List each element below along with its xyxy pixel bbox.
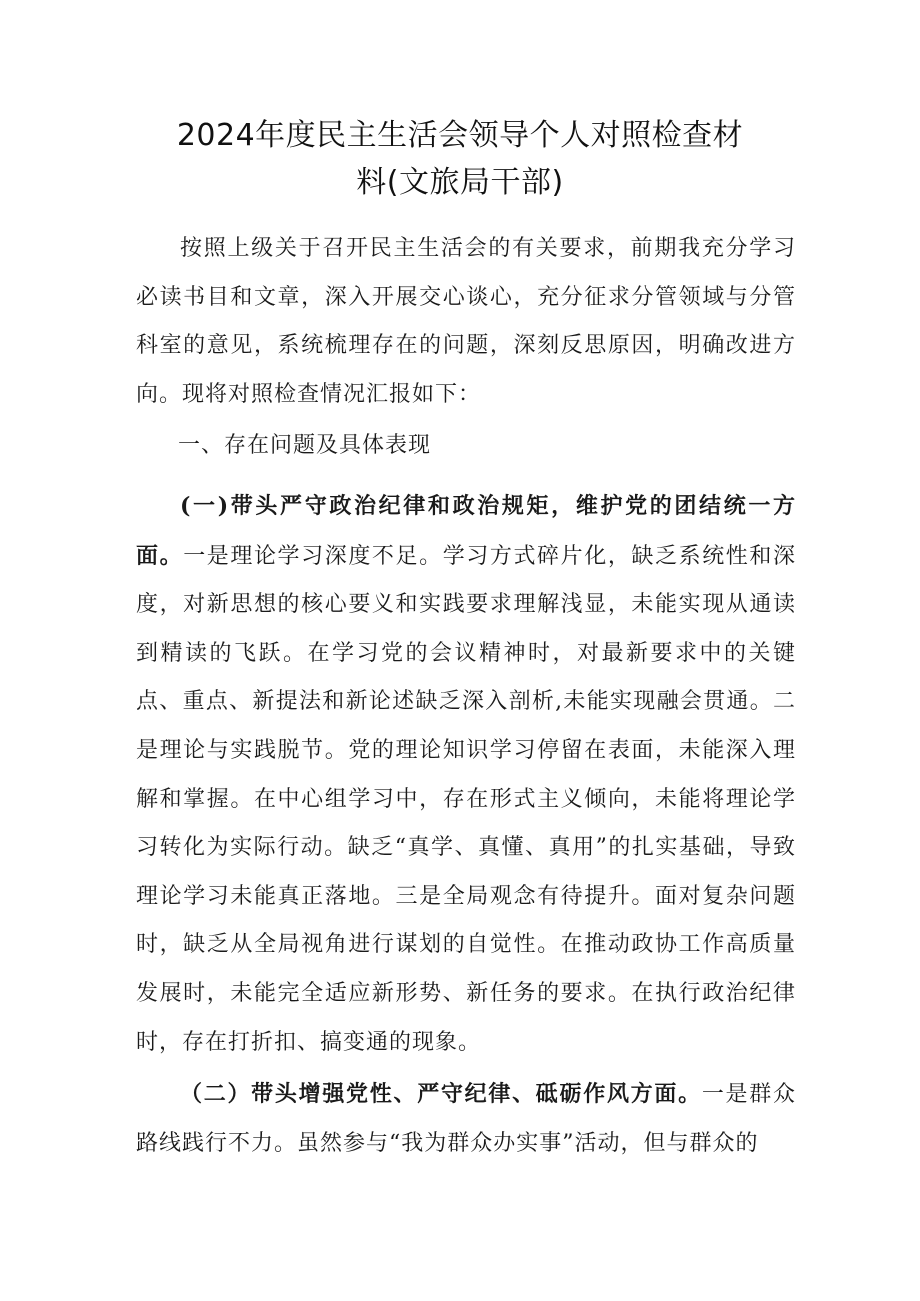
title-line-2: 料(文旅局干部) (356, 165, 564, 200)
title-line-1: 2024年度民主生活会领导个人对照检查材 (176, 118, 744, 153)
subsection-1 (136, 482, 796, 1067)
subsection-1-heading: (一)带头严守政治纪律和政治规矩，维护党的团结统一方面。 (136, 493, 796, 569)
intro-paragraph: 按照上级关于召开民主生活会的有关要求，前期我充分学习必读书目和文章，深入开展交心谈心，充分征求分管领域与分管科室的意见，系统梳理存在的问题，深刻反思原因，明确改进方向。现将对照检查情况汇报如下： (136, 236, 796, 407)
subsection-1-body: 一是理论学习深度不足。学习方式碎片化，缺乏系统性和深度，对新思想的核心要义和实践要求理解浅显，未能实现从通读到精读的飞跃。在学习党的会议精神时，对最新要求中的关键点、重点、新提法和新论述缺乏深入剖析,未能实现融会贯通。二是理论与实践脱节。党的理论知识学习停留在表面，未能深入理解和掌握。在中心组学习中，存在形式主义倾向，未能将理论学习转化为实际行动。缺乏“真学、真懂、真用”的扎实基础，导致理论学习未能真正落地。三是全局观念有待提升。面对复杂问题时，缺乏从全局视角进行谋划的自觉性。在推动政协工作高质量发展时，未能完全适应新形势、新任务的要求。在执行政治纪律时，存在打折扣、搞变通的现象。 (136, 543, 796, 1055)
subsection-2-heading: （二）带头增强党性、严守纪律、砥砺作风方面。 (180, 1081, 702, 1107)
subsection-2 (136, 1070, 796, 1168)
subsection-2-body: 一是群众路线践行不力。虽然参与“我为群众办实事”活动，但与群众的 (136, 1082, 796, 1156)
document-title (120, 112, 800, 206)
section-heading-1: 一、存在问题及具体表现 (178, 433, 432, 458)
